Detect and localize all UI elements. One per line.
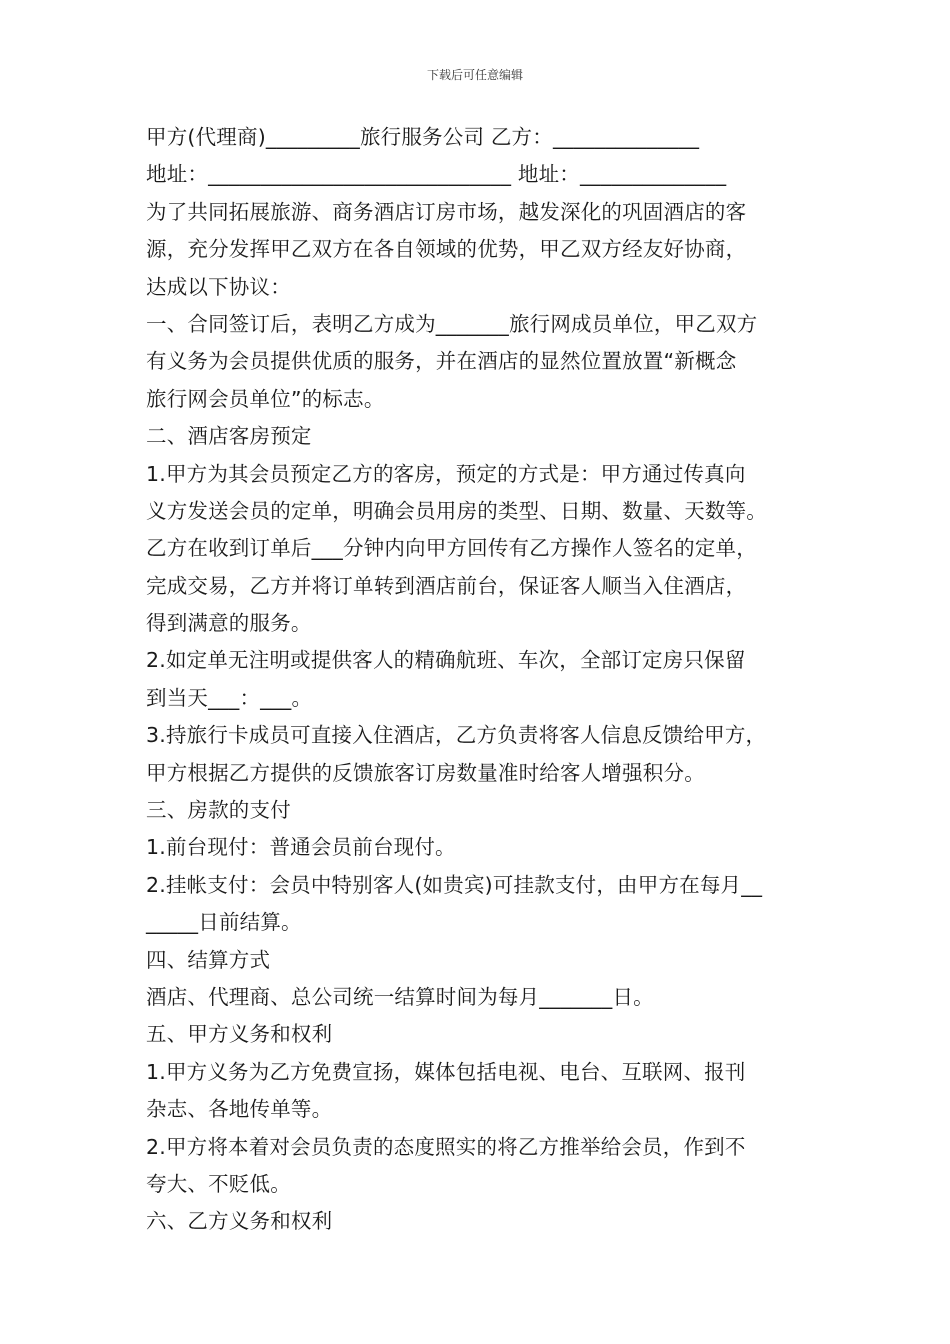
text-line: 甲方(代理商)_________旅行服务公司 乙方：______________ xyxy=(146,125,700,149)
text-line: 2.挂帐支付：会员中特别客人(如贵宾)可挂款支付，由甲方在每月__ xyxy=(146,872,763,897)
text-line: 乙方在收到订单后___分钟内向甲方回传有乙方操作人签名的定单， xyxy=(146,536,757,561)
text-line: 完成交易，乙方并将订单转到酒店前台，保证客人顺当入住酒店， xyxy=(146,573,747,598)
text-line: 源，充分发挥甲乙双方在各自领域的优势，甲乙双方经友好协商， xyxy=(146,237,747,262)
text-line: 到当天___：___。 xyxy=(146,685,313,710)
text-line: 得到满意的服务。 xyxy=(146,611,312,636)
text-line: 杂志、各地传单等。 xyxy=(146,1097,333,1122)
text-line: 1.甲方为其会员预定乙方的客房，预定的方式是：甲方通过传真向 xyxy=(146,461,746,486)
text-line: 一、合同签订后，表明乙方成为_______旅行网成员单位，甲乙双方 xyxy=(146,311,758,336)
text-line: 夸大、不贬低。 xyxy=(146,1171,291,1196)
section-heading: 五、甲方义务和权利 xyxy=(146,1022,333,1047)
page-header: 下载后可任意编辑 xyxy=(426,68,523,82)
text-line: 地址：_____________________________ 地址：______________ xyxy=(146,162,727,187)
text-line: 甲方根据乙方提供的反馈旅客订房数量准时给客人增强积分。 xyxy=(146,760,705,785)
section-heading: 四、结算方式 xyxy=(146,947,271,972)
text-line: 1.甲方义务为乙方免费宣扬，媒体包括电视、电台、互联网、报刊 xyxy=(146,1059,746,1084)
text-line: 义方发送会员的定单，明确会员用房的类型、日期、数量、天数等。 xyxy=(146,498,767,523)
section-heading: 三、房款的支付 xyxy=(146,798,291,823)
text-line: 3.持旅行卡成员可直接入住酒店，乙方负责将客人信息反馈给甲方， xyxy=(146,723,767,748)
document-body xyxy=(146,119,836,1241)
text-line: 1.前台现付：普通会员前台现付。 xyxy=(146,835,456,860)
text-line: 有义务为会员提供优质的服务，并在酒店的显然位置放置“新概念 xyxy=(146,349,737,374)
section-heading: 二、酒店客房预定 xyxy=(146,424,312,449)
text-line: 2.甲方将本着对会员负责的态度照实的将乙方推举给会员，作到不 xyxy=(146,1134,746,1159)
text-line: _____日前结算。 xyxy=(146,910,302,935)
text-line: 旅行网会员单位”的标志。 xyxy=(146,386,385,411)
text-line: 2.如定单无注明或提供客人的精确航班、车次，全部订定房只保留 xyxy=(146,648,746,673)
section-heading: 六、乙方义务和权利 xyxy=(146,1209,333,1234)
text-line: 为了共同拓展旅游、商务酒店订房市场，越发深化的巩固酒店的客 xyxy=(146,199,747,224)
text-line: 酒店、代理商、总公司统一结算时间为每月_______日。 xyxy=(146,984,654,1009)
text-line: 达成以下协议： xyxy=(146,274,291,299)
